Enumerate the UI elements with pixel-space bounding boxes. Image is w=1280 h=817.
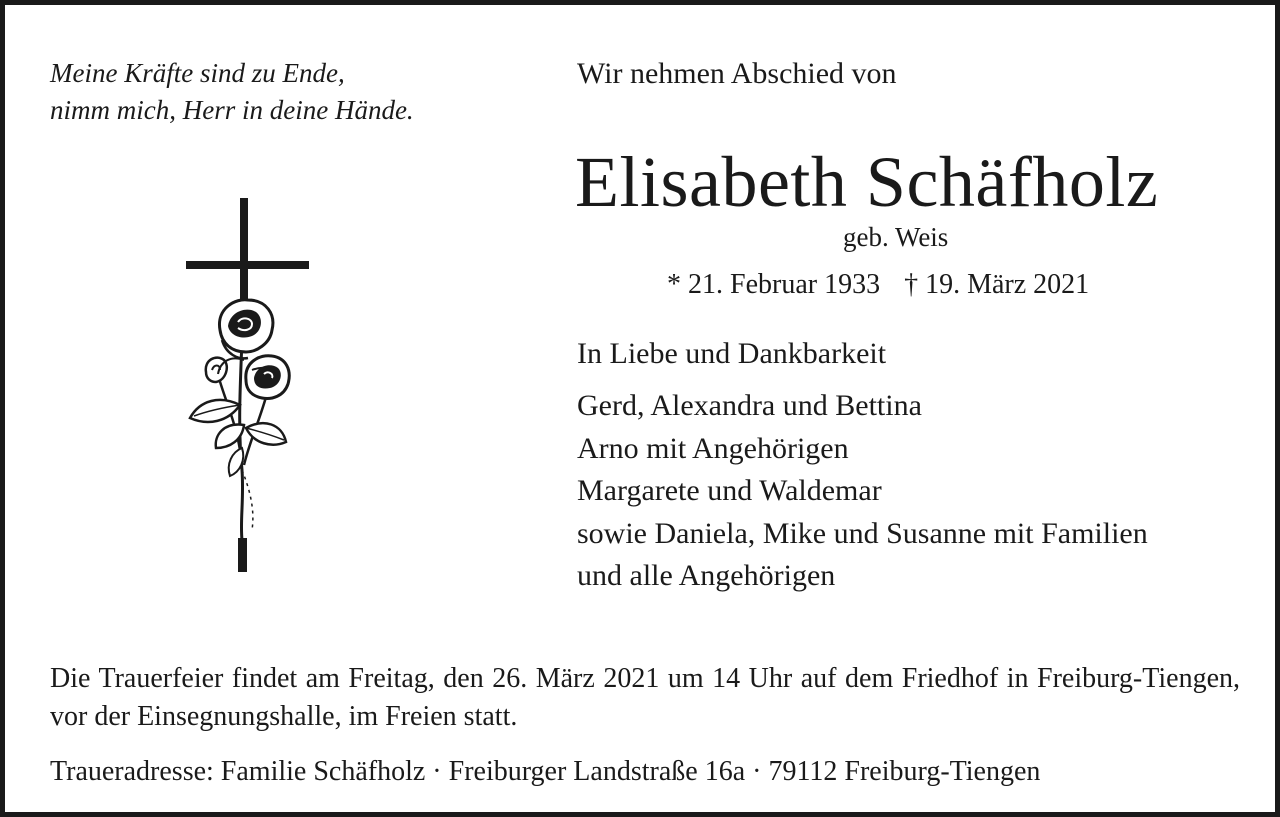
verse-line-1: Meine Kräfte sind zu Ende, [50,58,345,88]
verse-line-2: nimm mich, Herr in deine Hände. [50,95,414,125]
death-date: † 19. März 2021 [904,269,1090,300]
mourners-title: In Liebe und Dankbarkeit [577,337,887,370]
life-dates [667,267,1089,303]
mourners-list [577,385,1148,598]
mourner-line: Gerd, Alexandra und Bettina [577,389,922,422]
deceased-name: Elisabeth Schäfholz [575,142,1159,222]
mourner-line: sowie Daniela, Mike und Susanne mit Familien [577,516,1148,550]
maiden-name: geb. Weis [843,222,949,252]
mourner-line: Margarete und Waldemar [577,474,882,507]
intro-text: Wir nehmen Abschied von [577,57,897,90]
birth-date: * 21. Februar 1933 [667,269,881,300]
verse [50,55,414,129]
funeral-notice: Die Trauerfeier findet am Freitag, den 26. März 2021 um 14 Uhr auf dem Friedhof in Freiburg-Tiengen, vor der Einsegnungshalle, im Freien statt. [50,663,1240,732]
mourner-line: und alle Angehörigen [577,559,836,592]
mourner-line: Arno mit Angehörigen [577,431,849,465]
mourning-address: Traueradresse: Familie Schäfholz · Freiburger Landstraße 16a · 79112 Freiburg-Tiengen [50,756,1041,787]
cross-with-roses-icon [180,190,320,580]
